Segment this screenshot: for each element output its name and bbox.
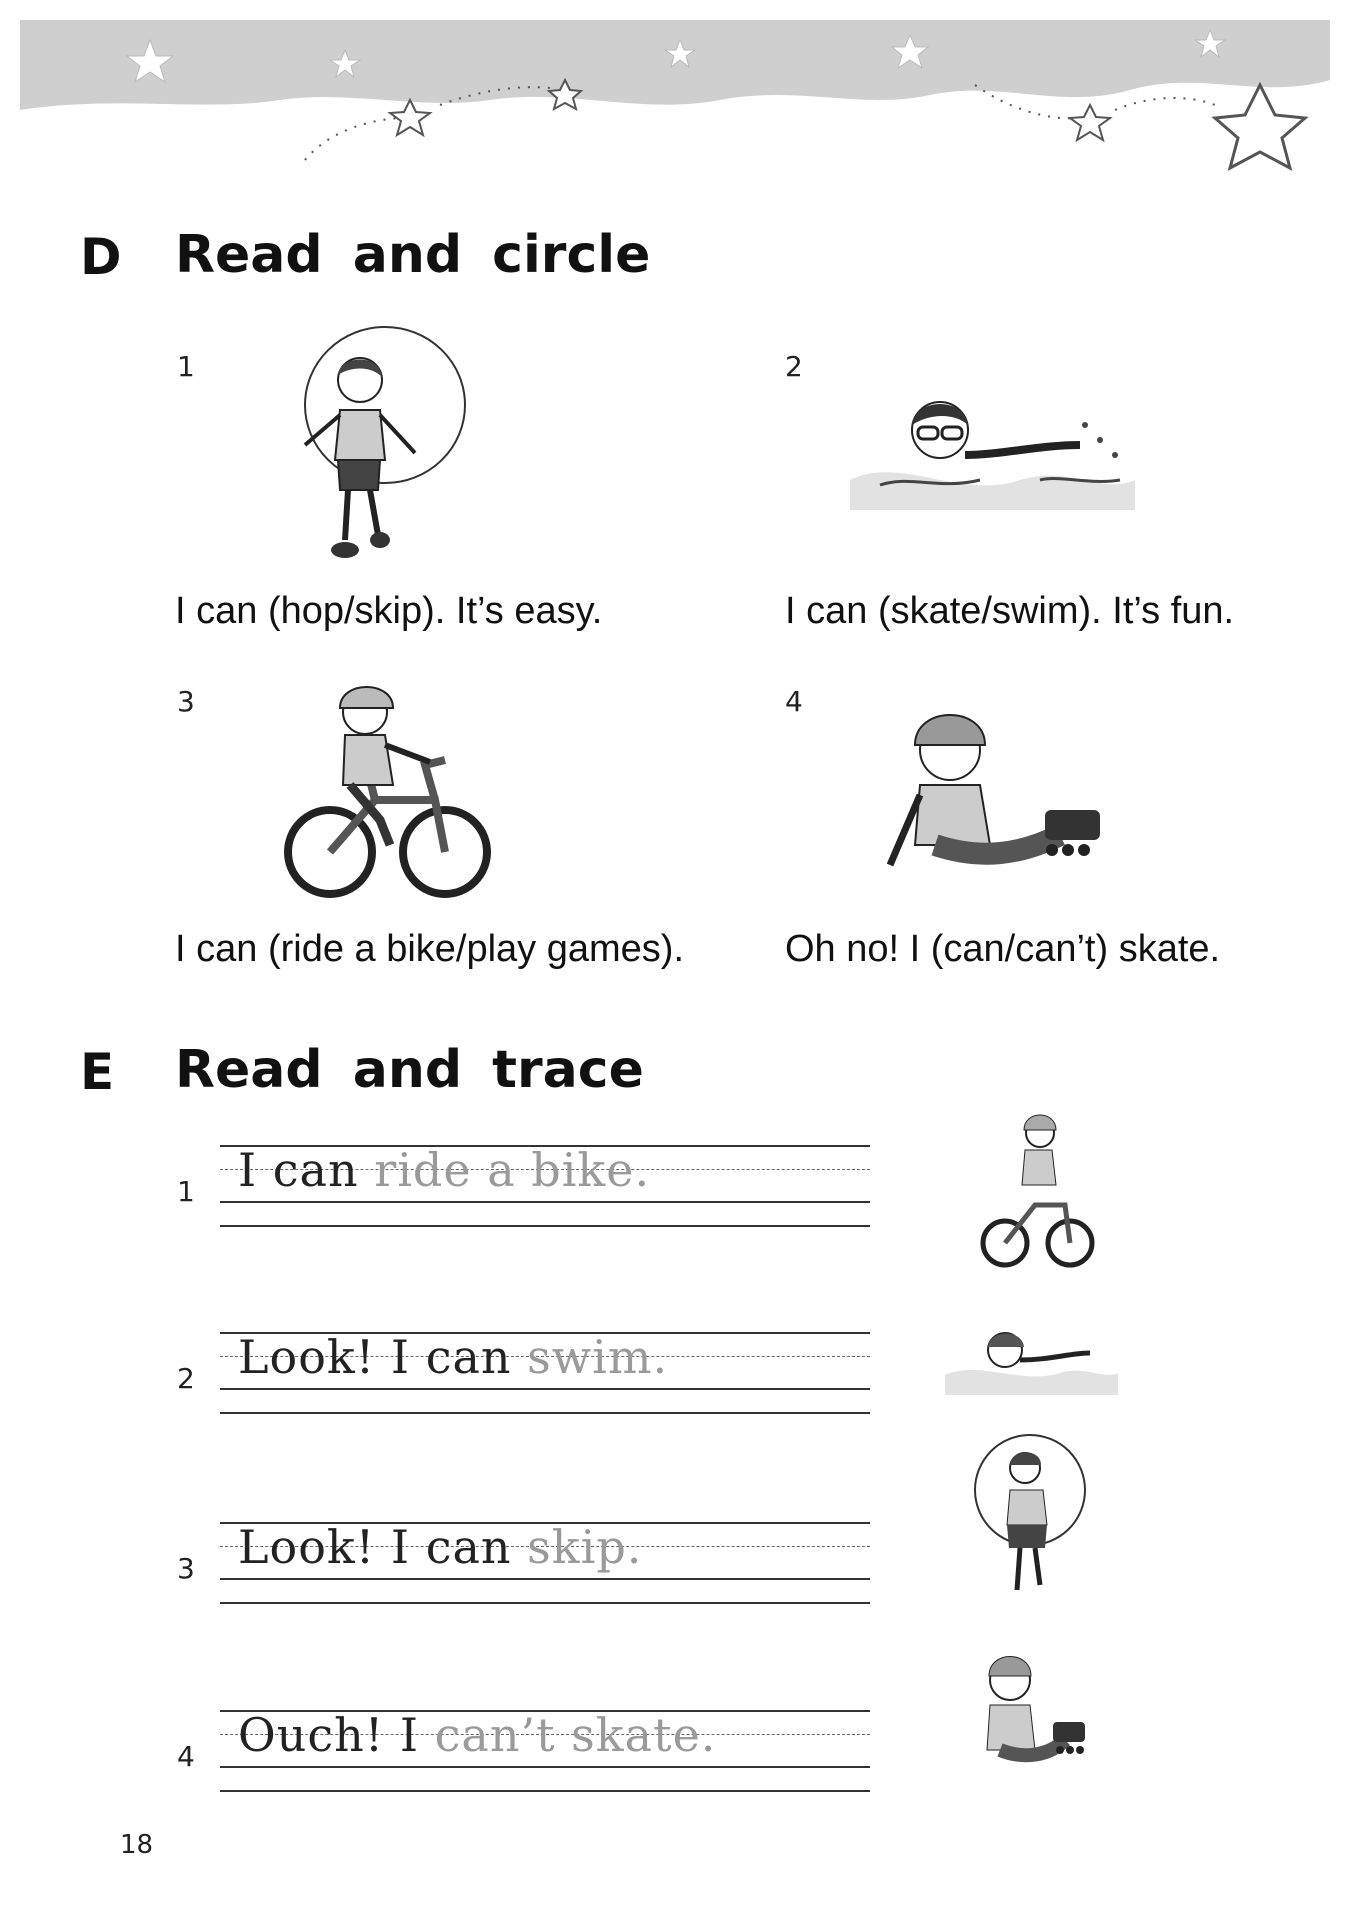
item-sentence: I can (skate/swim). It’s fun. <box>785 590 1235 632</box>
item-number: 2 <box>785 350 803 383</box>
item-number: 1 <box>177 350 195 383</box>
trace-solid-text: Look! I can <box>238 1520 512 1574</box>
girl-skipping-picture <box>290 325 480 570</box>
trace-solid-text: Look! I can <box>238 1330 512 1384</box>
section-d-title: Read and circle <box>175 225 651 285</box>
boy-riding-bike-picture <box>275 670 500 910</box>
trace-dotted-text: swim. <box>511 1330 669 1384</box>
item-number: 4 <box>785 685 803 718</box>
trace-line <box>220 1332 870 1422</box>
item-sentence: I can (ride a bike/play games). <box>175 928 685 970</box>
bike-small-picture <box>980 1105 1095 1280</box>
trace-line <box>220 1522 870 1612</box>
star-icon <box>1070 105 1110 140</box>
fallen-skater-small-picture <box>965 1640 1095 1795</box>
item-number: 1 <box>177 1175 195 1208</box>
star-icon <box>1215 85 1305 168</box>
trace-dotted-text: can’t skate. <box>419 1708 717 1762</box>
item-number: 3 <box>177 1552 195 1585</box>
trace-solid-text: Ouch! I <box>238 1708 420 1762</box>
trace-dotted-text: ride a bike. <box>358 1143 651 1197</box>
star-icon <box>390 100 430 135</box>
item-number: 3 <box>177 685 195 718</box>
item-sentence: I can (hop/skip). It’s easy. <box>175 590 603 632</box>
page-number: 18 <box>120 1830 154 1860</box>
skip-small-picture <box>965 1430 1095 1615</box>
star-banner <box>0 0 1350 190</box>
trace-line <box>220 1145 870 1235</box>
swim-small-picture <box>940 1315 1120 1400</box>
trace-solid-text: I can <box>238 1143 359 1197</box>
trace-line <box>220 1710 870 1800</box>
item-sentence: Oh no! I (can/can’t) skate. <box>785 928 1221 970</box>
trace-dotted-text: skip. <box>511 1520 643 1574</box>
item-number: 4 <box>177 1740 195 1773</box>
boy-swimming-picture <box>840 385 1140 515</box>
item-number: 2 <box>177 1362 195 1395</box>
girl-fallen-skating-picture <box>880 695 1115 900</box>
section-e-letter: E <box>80 1043 115 1101</box>
section-d-letter: D <box>80 228 122 286</box>
section-e-title: Read and trace <box>175 1040 644 1100</box>
